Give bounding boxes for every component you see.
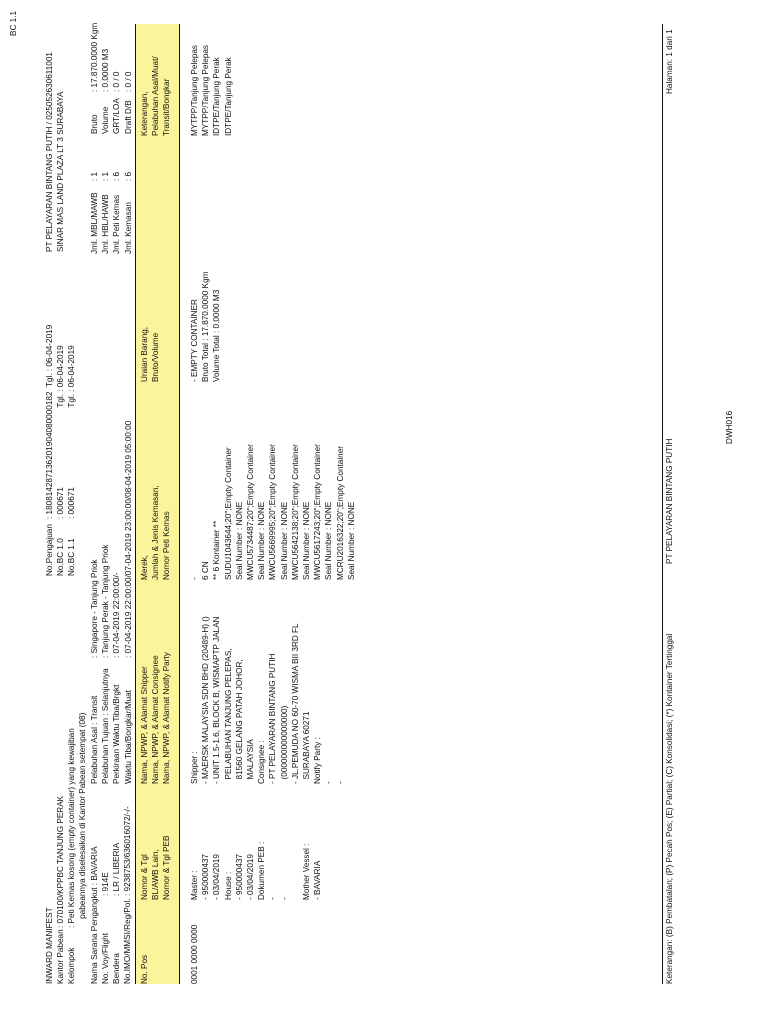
row-parties: Shipper : - MAERSK MALAYSIA SDN BHD (20489-H) () - UNIT 1.5-1.6, BLOCK B, WISMAPTP JALAN PELABUHAN TANJUNG PELEPAS, 81560 GELANG PATAH JOHOR, MALAYSIA Consignee : - PT PELAYARAN BINTANG PUTIH (000000000000000) - JL.PEMUDA NO 60-70 WISMA BII 3RD FL SURABAYA 60271 Notify Party : - - [190, 616, 345, 784]
col-nomor-tgl: Nomor & Tgl BL/AWB Lain, Nomor & Tgl PEB [140, 835, 172, 900]
no-pengajuan-values: : 180814287136201904080000182 Tgl. : 06-04-2019 : 000671 Tgl. : 06-04-2019 : 000671 Tgl. : 06-04-2019 [45, 324, 77, 519]
bendera-label: Bendera [112, 953, 121, 984]
col-no-pos: No. Pos [140, 954, 149, 984]
row-keterangan: MYTPP/Tanjung Pelepas MYTPP/Tanjung Pelepas IDTPE/Tanjung Perak IDTPE/Tanjung Perak [190, 44, 233, 136]
sarana-label: Nama Sarana Pengangkut : BAVARIA [90, 846, 99, 984]
kantor-pabean-label: Kantor Pabean [56, 929, 65, 984]
row-nomor-tgl: Master : - 950000437 - 03/04/2019 House : - 950000437 - 03/04/2019 Dokumen PEB : - - Mother Vessel : - BAVARIA [190, 841, 323, 900]
row-no-pos: 0001 0000 0000 [190, 924, 199, 984]
document-code: DWH016 [725, 410, 734, 444]
voy-value: : 914E [101, 872, 110, 896]
imo-label: No.IMO/MMSI/Reg/Pol. [123, 898, 132, 984]
pelabuhan-values: : Singapore - Tanjung Priok : Tanjung Perak - Tanjung Priok : 07-04-2019 22:00:00/- : 07-04-2019 22:00:00/07-04-2019 23:00:00/08-04-2019 05:00:00 [90, 420, 133, 658]
col-keterangan: Keterangan, Pelabuhan Asal/Muat/ Transit/Bongkar [140, 56, 172, 136]
rule-header-bottom [179, 24, 180, 984]
row-containers: - 6 CN ** 6 Kontainer ** SUDU1043644;20";Empty Container Seal Number : NONE MWCU5734487;20";Empty Container Seal Number : NONE MWCU5669995;20";Empty Container Seal Number : NONE MWCU5642138;20";Empty Container Seal Number : NONE MWCU5617243;20";Empty Container Seal Number : NONE MCRU2016322;20";Empty Container Seal Number : NONE [190, 444, 356, 580]
bruto-values: : 17.870.0000 Kgm : 0.0000 M3 : 0 / 0 : 0 / 0 [90, 22, 133, 92]
footer-company: PT PELAYARAN BINTANG PUTIH [665, 438, 674, 564]
kantor-pabean-value: : 070100/KPPBC TANJUNG PERAK [56, 795, 65, 928]
jml-labels: Jml. MBL/MAWB Jml. HBL/HAWB Jml. Peti Kemas Jml. Kemasan [90, 192, 133, 254]
kelompok-value: : Peti Kemas kosong (empty container) yang kewajiban pabeannya diselesaikan di Kantor Pabean setempat (08) [67, 712, 88, 928]
pelabuhan-labels: Pelabuhan Asal : Transit Pelabuhan Tujuan : Selanjutnya Perkiraan Waktu Tiba/Brgkt Waktu Tiba/Bongkar/Muat [90, 668, 133, 784]
col-merek: Merek, Jumlah & Jenis Kemasan, Nomor Peti Kemas [140, 485, 172, 580]
voy-label: No. Voy/Flight [101, 933, 110, 984]
bendera-value: : LR / LIBERIA [112, 842, 121, 896]
no-pengajuan-labels: No.Pengajuan No.BC 1.0 No.BC 1.1 [45, 524, 77, 576]
imo-value: : 9238753/636016072/-/- [123, 806, 132, 896]
company-address: PT PELAYARAN BINTANG PUTIH / 025052630611001 SINAR MAS LAND PLAZA LT 3 SURABAYA [45, 52, 66, 252]
rule-footer [662, 24, 663, 984]
col-uraian: Uraian Barang, Bruto/Volume [140, 326, 161, 382]
col-nama-npwp: Nama, NPWP, & Alamat Shipper Nama, NPWP, & Alamat Consignee Nama, NPWP, & Alamat Notify Party [140, 652, 172, 784]
form-code: BC 1.1 [9, 10, 18, 36]
row-uraian-head: - EMPTY CONTAINER [190, 299, 199, 382]
footer-note: Keterangan: (B) Pembatalan; (P) Pecah Pos; (E) Partial; (C) Konsolidasi; (*) Kontainer Tertinggal [665, 633, 674, 984]
jml-values: : 1 : 1 : 6 : 6 [90, 171, 133, 181]
bruto-labels: Bruto Volume GRT/LOA Draft D/B [90, 98, 133, 134]
row-uraian: Bruto Total : 17.870.0000 Kgm Volume Total : 0.0000 M3 [201, 271, 222, 382]
document-title: INWARD MANIFEST [45, 907, 54, 984]
page-number: Halaman: 1 dari 1 [665, 29, 674, 94]
kelompok-label: Kelompok [67, 947, 76, 984]
